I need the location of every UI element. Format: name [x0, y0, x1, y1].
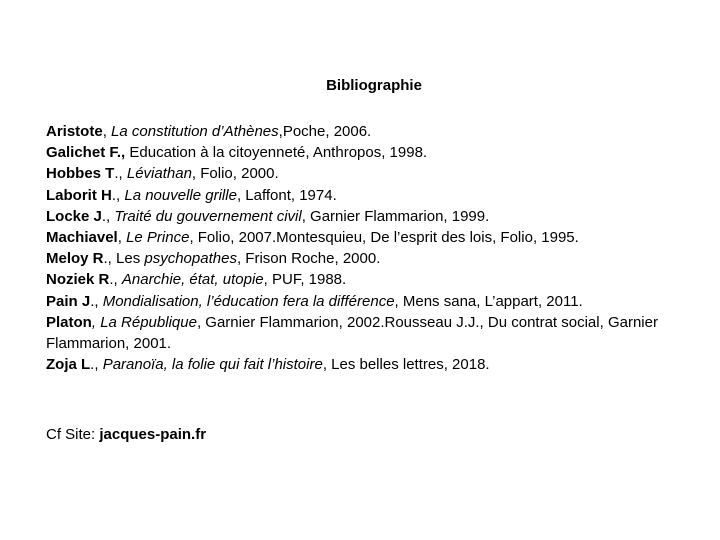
entry-separator: , — [91, 313, 101, 331]
entry-author: Meloy R — [46, 250, 104, 268]
entry-separator: , — [117, 229, 127, 247]
bibliography-entry-machiavel — [46, 227, 706, 248]
entry-author: Noziek R — [46, 271, 110, 289]
entry-author: Hobbes T — [46, 165, 115, 183]
entry-work-title: La constitution d’Athènes — [111, 123, 279, 140]
entry-work-title: Le Prince — [126, 229, 190, 247]
entry-separator: ., — [90, 356, 103, 374]
bibliography-entry-aristote — [46, 121, 706, 142]
entry-details: , Folio, 2007.Montesquieu, De l’esprit des lois, Folio, 1995. — [189, 229, 579, 247]
entry-work-title: Mondialisation, l’éducation fera la différence — [102, 292, 395, 310]
bibliography-entry-platon — [46, 312, 706, 354]
entry-details: , PUF, 1988. — [263, 271, 347, 289]
website-reference — [46, 426, 206, 443]
entry-details: , Mens sana, L’appart, 2011. — [394, 292, 583, 310]
bibliography-list — [46, 121, 706, 375]
entry-separator: ., — [90, 292, 103, 310]
bibliography-entry-noziek — [46, 269, 706, 290]
entry-details: , Laffont, 1974. — [236, 186, 337, 204]
entry-author: Aristote — [46, 123, 103, 140]
entry-separator: ., — [111, 186, 125, 204]
entry-work-title: Paranoïa, la folie qui fait l’histoire — [102, 356, 323, 374]
bibliography-entry-meloy — [46, 248, 706, 269]
entry-details: Education à la citoyenneté, Anthropos, 1998. — [129, 144, 428, 162]
entry-details: , Garnier Flammarion, 1999. — [301, 207, 490, 225]
entry-details: , Folio, 2000. — [191, 165, 279, 183]
entry-author: Platon — [46, 313, 92, 331]
bibliography-entry-zoja — [46, 354, 706, 375]
entry-work-title: Traité du gouvernement civil — [114, 207, 302, 225]
bibliography-entry-hobbes — [46, 163, 706, 184]
entry-work-title: La nouvelle grille — [124, 186, 237, 204]
entry-details: , Les belles lettres, 2018. — [322, 356, 490, 374]
entry-author: Zoja L — [46, 356, 91, 374]
entry-details: , Garnier Flammarion, 2002.Rousseau J.J., Du contrat social, Garnier Flammarion, 2001. — [46, 313, 658, 353]
bibliography-entry-pain — [46, 291, 706, 312]
entry-separator: ., Les — [103, 250, 145, 268]
entry-work-title: psychopathes — [144, 250, 237, 268]
bibliography-entry-locke — [46, 206, 706, 227]
page-title: Bibliographie — [326, 77, 422, 94]
site-label: Cf Site: — [46, 426, 100, 443]
entry-separator: ., — [109, 271, 122, 289]
entry-separator: ., — [114, 165, 127, 183]
entry-details: , Frison Roche, 2000. — [236, 250, 381, 268]
bibliography-entry-galichet — [46, 142, 706, 163]
entry-details: ,Poche, 2006. — [278, 123, 372, 140]
entry-author: Locke J — [46, 207, 102, 225]
entry-work-title: Anarchie, état, utopie — [121, 271, 264, 289]
entry-separator: , — [102, 123, 112, 140]
entry-work-title: Léviathan — [126, 165, 192, 183]
bibliography-entry-laborit — [46, 185, 706, 206]
entry-author: Galichet F., — [46, 144, 126, 162]
entry-separator: ., — [101, 207, 115, 225]
site-url: jacques-pain.fr — [99, 426, 207, 443]
entry-author: Pain J — [46, 292, 91, 310]
entry-work-title: La République — [100, 313, 197, 331]
entry-author: Machiavel — [46, 229, 118, 247]
entry-author: Laborit H — [46, 186, 112, 204]
